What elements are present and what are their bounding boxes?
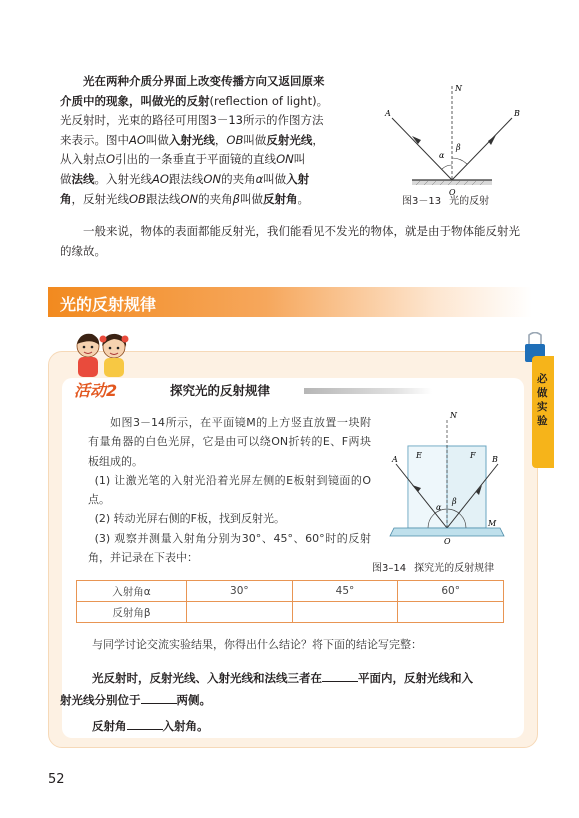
intro-line5-c: 叫 (293, 152, 306, 167)
intro-line4-b: 叫做 (145, 132, 169, 147)
intro-line4-c: ， (214, 132, 227, 147)
activity-step-3: (3) 观察并测量入射角分别为30°、45°、60°时的反射角，并记录在下表中： (88, 531, 371, 565)
intro-line2: 介质中的现象，叫做光的反射 (60, 93, 210, 108)
label-alpha: α (439, 151, 445, 160)
intro-line7-f: 。 (297, 191, 309, 206)
intro-line7-e: 叫做 (239, 191, 263, 206)
figure1-caption (402, 192, 489, 207)
table-row (77, 602, 504, 623)
intro-line4-ob: OB (226, 132, 244, 147)
intro-line6-e: 叫做 (263, 171, 287, 186)
intro-line7-a: 角 (60, 191, 72, 206)
figure2-caption (372, 559, 494, 574)
intro-line6-b: 。入射光线 (94, 171, 152, 186)
figure1-caption-text: 光的反射 (449, 196, 490, 207)
figure-reflection-diagram (372, 78, 532, 208)
conclusion-c1: 反射角 (92, 719, 127, 733)
conclusion-text (60, 667, 522, 711)
activity-title-bar (304, 388, 432, 394)
intro-line6-a: 做 (60, 171, 72, 186)
intro-line7-b: ，反射光线 (71, 191, 129, 206)
paragraph-general (60, 222, 530, 261)
label-o: O (449, 188, 456, 197)
label-alpha2: α (436, 503, 442, 512)
label-o2: O (444, 537, 451, 546)
reflected-arrow-icon (488, 135, 496, 145)
angle-table (76, 580, 504, 623)
table-row (77, 581, 504, 602)
figure1-caption-number: 图3－13 (402, 196, 442, 207)
intro-line4-a: 来表示。图中 (60, 132, 129, 147)
label-b: B (514, 109, 520, 118)
intro-line3: 光反射时，光束的路径可用图3－13所示的作图方法 (60, 113, 324, 128)
label-beta: β (456, 143, 461, 152)
table-header-reflection: 反射角β (77, 602, 187, 623)
table-cell-blank[interactable] (187, 602, 293, 623)
intro-line6-on: ON (203, 171, 222, 186)
label-f: F (470, 451, 476, 460)
intro-line4-e: ， (312, 132, 324, 147)
intro-line7-c: 跟法线 (145, 191, 181, 206)
table-cell: 30° (187, 581, 293, 602)
intro-line5-b: 引出的一条垂直于平面镜的直线 (115, 152, 277, 167)
conclusion-angle (92, 718, 209, 734)
intro-line2-en: (reflection of light)。 (209, 93, 329, 108)
table-cell-blank[interactable] (292, 602, 398, 623)
mirror-m (390, 528, 504, 536)
blank-line[interactable] (127, 718, 163, 730)
side-tab-char: 实 (537, 401, 548, 413)
intro-line7-on: ON (180, 191, 199, 206)
intro-line7-beta: β (232, 191, 240, 206)
reflected-ray (452, 118, 512, 180)
side-tab-text (537, 372, 549, 428)
blank-line[interactable] (141, 692, 177, 704)
side-tab-char: 做 (537, 387, 548, 399)
figure2-caption-number: 图3–14 (372, 563, 407, 574)
paragraph-general-text: 一般来说，物体的表面都能反射光，我们能看见不发光的物体，就是由于物体能反射光的缘故。 (60, 224, 520, 258)
conclusion-b2: 两侧。 (176, 693, 211, 707)
activity-step-1: (1) 让激光笔的入射光沿着光屏左侧的E板射到镜面的O点。 (88, 473, 371, 507)
section-title: 光的反射规律 (60, 295, 157, 314)
intro-line6-ao: AO (152, 171, 169, 186)
intro-line6-c: 跟法线 (168, 171, 204, 186)
side-tab-char: 验 (537, 415, 548, 427)
side-tab-char: 必 (537, 373, 548, 385)
blank-line[interactable] (322, 670, 358, 682)
label-m: M (488, 519, 497, 528)
intro-line7-reflection-angle: 反射角 (262, 191, 298, 206)
label-b2: B (492, 455, 498, 464)
activity-title: 探究光的反射规律 (170, 383, 271, 398)
intro-line5-a: 从入射点 (60, 152, 106, 167)
intro-line6-d: 的夹角 (221, 171, 256, 186)
incident-ray (392, 118, 452, 180)
activity-label: 活动2 (74, 381, 118, 400)
kids-illustration (68, 330, 134, 380)
conclusion-c2: 入射角。 (162, 719, 209, 733)
alpha-arc (442, 165, 452, 169)
conclusion-a1: 光反射时，反射光线、入射光线和法线三者在 (92, 671, 322, 685)
intro-line6-incident-angle: 入射 (286, 171, 310, 186)
label-n2: N (450, 411, 457, 420)
mirror (412, 180, 492, 185)
intro-line5-on: ON (276, 152, 294, 167)
discussion-prompt: 与同学讨论交流实验结果，你得出什么结论？将下面的结论写完整： (92, 638, 422, 651)
intro-line7-d: 的夹角 (198, 191, 233, 206)
activity-intro: 如图3－14所示，在平面镜M的上方竖直放置一块附有量角器的白色光屏，它是由可以绕ON折转的E、F两块板组成的。 (88, 416, 371, 468)
intro-line6-normal: 法线 (71, 171, 95, 186)
table-cell-blank[interactable] (398, 602, 504, 623)
label-beta2: β (452, 497, 457, 506)
figure2-caption-text: 探究光的反射规律 (414, 563, 495, 574)
table-cell: 45° (292, 581, 398, 602)
activity-instructions (88, 413, 371, 567)
conclusion-a2: 平面内，反射光线和入 (358, 671, 473, 685)
intro-line7-ob: OB (129, 191, 146, 206)
page-number: 52 (48, 772, 65, 787)
table-cell: 60° (398, 581, 504, 602)
intro-line5-o: O (106, 152, 116, 167)
intro-line4-incident: 入射光线 (168, 132, 215, 147)
label-e: E (416, 451, 422, 460)
intro-line1: 光在两种介质分界面上改变传播方向又返回原来 (83, 74, 325, 88)
conclusion-b1: 射光线分别位于 (60, 693, 141, 707)
label-a: A (385, 109, 391, 118)
intro-line4-reflected: 反射光线 (266, 132, 313, 147)
intro-line4-ao: AO (129, 132, 146, 147)
intro-line6-alpha: α (255, 171, 264, 186)
activity-step-2: (2) 转动光屏右侧的F板，找到反射光。 (94, 512, 285, 526)
label-a2: A (392, 455, 398, 464)
beta-arc (452, 158, 467, 164)
intro-paragraph (60, 72, 380, 209)
figure-experiment-diagram (388, 406, 506, 546)
intro-line4-d: 叫做 (243, 132, 267, 147)
label-n: N (455, 84, 462, 93)
table-header-incident: 入射角α (77, 581, 187, 602)
